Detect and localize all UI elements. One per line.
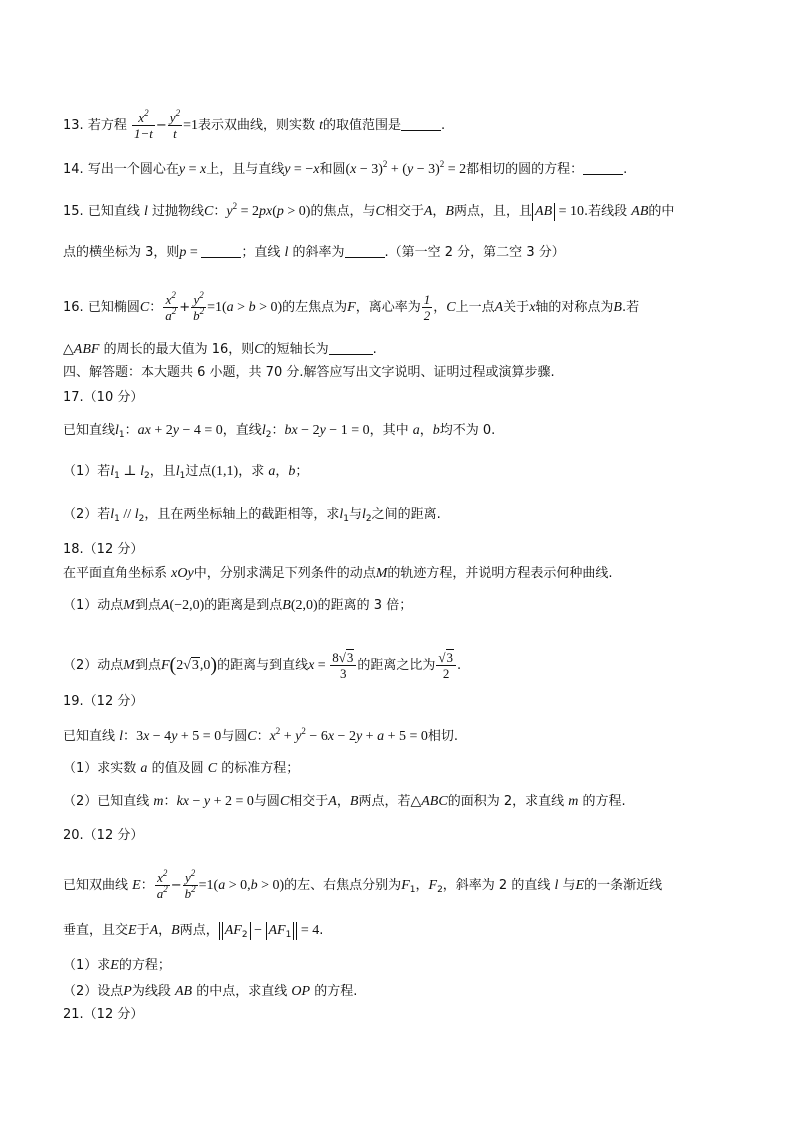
question-19-part-1: （1）求实数 a 的值及圆 C 的标准方程； [63,761,300,776]
question-18-head: 18.（12 分） [63,542,144,557]
question-20-stem: 已知双曲线 E： $\frac{x^2}{a^2}$ − $\frac{y^2}{b^2}$ =1(a > 0,b > 0)的左、右焦点分别为$F_1$，$F_2$，斜率为 2 的直线 l 与E的一条渐近线 [63,868,663,901]
question-20-part-2: （2）设点P为线段 AB 的中点，求直线 OP 的方程. [63,984,358,999]
section-4-heading: 四、解答题：本大题共 6 小题，共 70 分.解答应写出文字说明、证明过程或演算步骤. [63,365,555,380]
question-19-stem: 已知直线 l：3x − 4y + 5 = 0与圆C：$x^2 + y^2 - 6x - 2y + a + 5 = 0$相切. [63,726,459,744]
question-20-line2: 垂直，且交E于A，B两点， $AF_2 - AF_1 = 4$. [63,923,324,940]
question-18-stem: 在平面直角坐标系 xOy中，分别求满足下列条件的动点M的轨迹方程，并说明方程表示何种曲线. [63,566,613,581]
question-13: 13. 若方程 $\frac{x^2}{1-t}$ − $\frac{y^2}{t}$ =1表示双曲线，则实数 t的取值范围是 . [63,108,446,141]
question-18-part-1: （1）动点M到点A(−2,0)的距离是到点B(2,0)的距离的 3 倍； [63,598,413,613]
question-16-line2: △ABF 的周长的最大值为 16，则C的短轴长为 . [63,342,377,357]
question-15: 15. 已知直线 l 过抛物线C：$y^2 = 2px(p > 0)$的焦点，与C相交于A，B两点，且，且 AB = 10.若线段 AB的中 [63,201,675,219]
question-17-part-1: （1）若$l_1$ ⊥ $l_2$，且$l_1$过点(1,1)，求 a，b； [63,464,309,481]
question-20-part-1: （1）求E的方程； [63,958,171,973]
question-17-part-2: （2）若$l_1 // l_2$，且在两坐标轴上的截距相等，求$l_1$与$l_2$之间的距离. [63,507,441,524]
question-19-head: 19.（12 分） [63,694,144,709]
question-20-head: 20.（12 分） [63,828,144,843]
question-17-head: 17.（10 分） [63,390,144,405]
question-21-head: 21.（12 分） [63,1007,144,1022]
question-15-line2: 点的横坐标为 3，则p = ；直线 l 的斜率为 .（第一空 2 分，第二空 3 分） [63,245,565,260]
question-14: 14. 写出一个圆心在y = x上，且与直线y = −x和圆$(x - 3)^2 + (y - 3)^2 = 2$都相切的圆的方程： . [63,159,628,177]
question-19-part-2: （2）已知直线 m：kx − y + 2 = 0与圆C相交于A，B两点，若△ABC的面积为 2，求直线 m 的方程. [63,794,626,809]
question-17-stem: 已知直线$l_1$：ax + 2y − 4 = 0，直线$l_2$：bx − 2y − 1 = 0，其中 a，b均不为 0. [63,423,496,440]
question-16: 16. 已知椭圆C： $\frac{x^2}{a^2}$ + $\frac{y^2}{b^2}$ =1(a > b > 0)的左焦点为F，离心率为 $\frac{1}{2}$ ，C上一点A关于x轴的对称点为B.若 [63,290,640,323]
question-18-part-2: （2）动点M到点F(2√3,0)的距离与到直线x = $\frac{8√3}{3}$ 的距离之比为 $\frac{√3}{2}$ . [63,650,462,681]
